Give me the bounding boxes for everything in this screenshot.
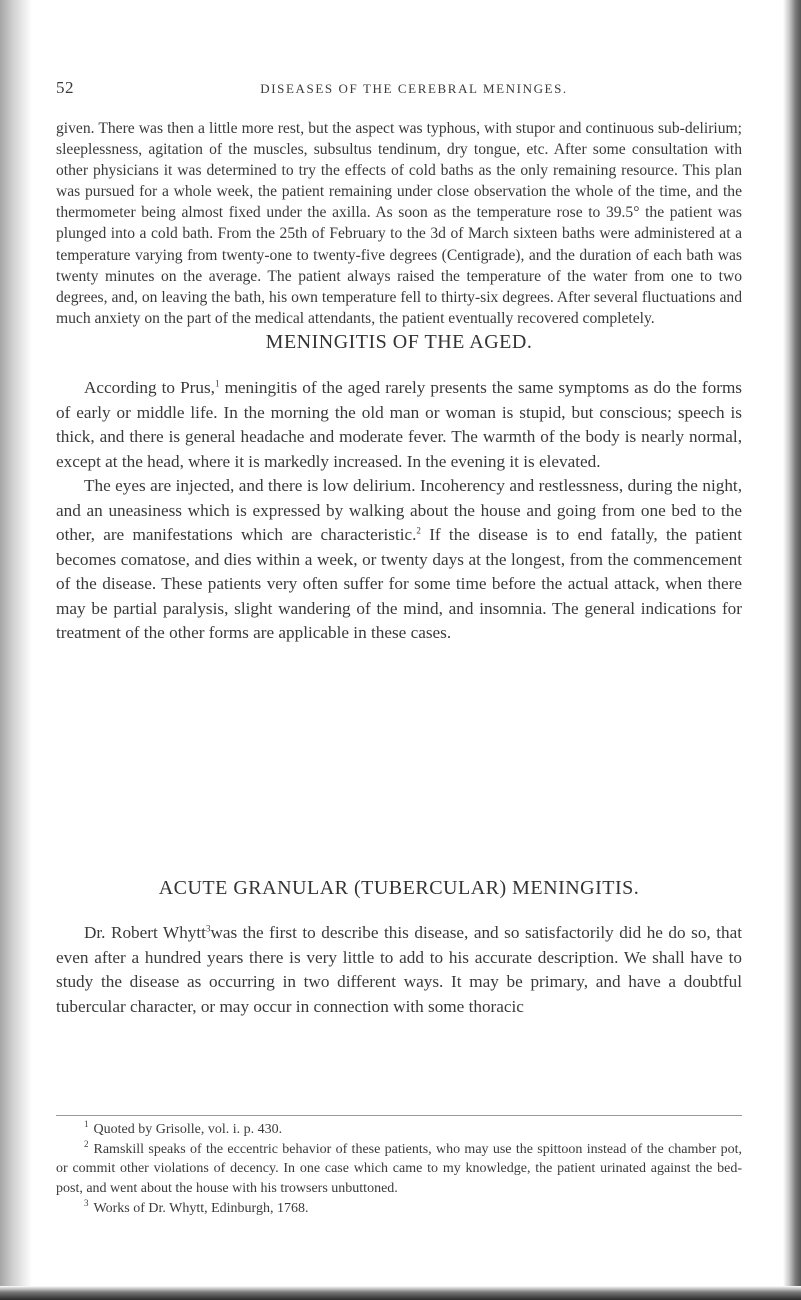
footnote-mark: 2	[84, 1139, 89, 1150]
footnote-text: Ramskill speaks of the eccentric behavior of these patients, who may use the spittoon instead of the chamber pot, or commit other violations of decency. In one case which came to my knowledge, the patient urinated against the bed-post, and went about the house with his trowsers unbuttoned.	[56, 1141, 742, 1197]
footnote-ref: 1	[214, 378, 220, 389]
section-heading-tubercular-meningitis: ACUTE GRANULAR (TUBERCULAR) MENINGITIS.	[158, 877, 640, 899]
paragraph-text: was the first to describe this disease, and so satisfactorily did he do so, that even after a hundred years there is very little to add to his accurate description. We shall have to study the disease as occurring in two different ways. It may be primary, and have a doubtful tubercular character, or may occur in connection with some thoracic	[56, 923, 742, 1016]
footnotes	[56, 1120, 742, 1219]
opening-paragraph: given. There was then a little more rest, but the aspect was typhous, with stupor and continuous sub-delirium; sleeplessness, agitation of the muscles, subsultus tendinum, dry tongue, etc. After some consultation with other physicians it was determined to try the effects of cold baths as the only remaining resource. This plan was pursued for a whole week, the patient remaining under close observation the whole of the time, and the thermometer being almost fixed under the axilla. As soon as the temperature rose to 39.5° the patient was plunged into a cold bath. From the 25th of February to the 3d of March sixteen baths were administered at a temperature varying from twenty-one to twenty-five degrees (Centigrade), and the duration of each bath was twenty minutes on the average. The patient always raised the temperature of the water from one to two degrees, and, on leaving the bath, his own temperature fell to thirty-six degrees. After several fluctuations and much anxiety on the part of the medical attendants, the patient eventually recovered completely.	[56, 120, 742, 327]
paragraph-text: If the disease is to end fatally, the patient becomes comatose, and dies within a week, or twenty days at the longest, from the commencement of the disease. These patients very often suffer for some time before the actual attack, when there may be partial paralysis, slight wandering of the mind, and insomnia. The general indications for treatment of the other forms are applicable in these cases.	[56, 525, 742, 642]
paragraph-text: meningitis of the aged rarely presents the same symptoms as do the forms of early or middle life. In the morning the old man or woman is stupid, but conscious; speech is thick, and there is general headache and moderate fever. The warmth of the body is nearly normal, except at the head, where it is markedly increased. In the evening it is elevated.	[56, 378, 742, 471]
paragraph-text: According to Prus,	[84, 378, 215, 397]
footnote-mark: 3	[84, 1198, 89, 1209]
running-head	[56, 78, 742, 102]
paragraph	[56, 376, 742, 474]
footnote	[56, 1140, 742, 1199]
footnote-text: Works of Dr. Whytt, Edinburgh, 1768.	[93, 1200, 309, 1216]
footnote-divider	[56, 1115, 742, 1116]
page-binding-shadow	[0, 0, 32, 1300]
footnote-ref: 2	[416, 525, 421, 536]
section-meningitis-aged-body	[56, 376, 742, 646]
footnote-ref: 3	[205, 923, 211, 934]
section-tubercular-meningitis-body	[56, 921, 742, 1019]
footnote	[56, 1120, 742, 1140]
section-heading-meningitis-aged: MENINGITIS OF THE AGED.	[265, 331, 533, 353]
paragraph	[56, 474, 742, 646]
footnote	[56, 1199, 742, 1219]
page-edge-shadow	[783, 0, 801, 1300]
paragraph-text: The eyes are injected, and there is low delirium. Incoherency and restlessness, during the night, and an uneasiness which is expressed by walking about the house and going from one bed to the other, are manifestations which are characteristic.	[56, 476, 742, 544]
paragraph-text: Dr. Robert Whytt	[84, 923, 206, 942]
footnote-text: Quoted by Grisolle, vol. i. p. 430.	[93, 1122, 283, 1137]
page-number: 52	[56, 78, 74, 97]
page-bottom-edge	[0, 1286, 801, 1300]
paragraph	[56, 921, 742, 1019]
running-title: DISEASES OF THE CEREBRAL MENINGES.	[260, 81, 568, 96]
footnote-mark: 1	[84, 1119, 89, 1130]
